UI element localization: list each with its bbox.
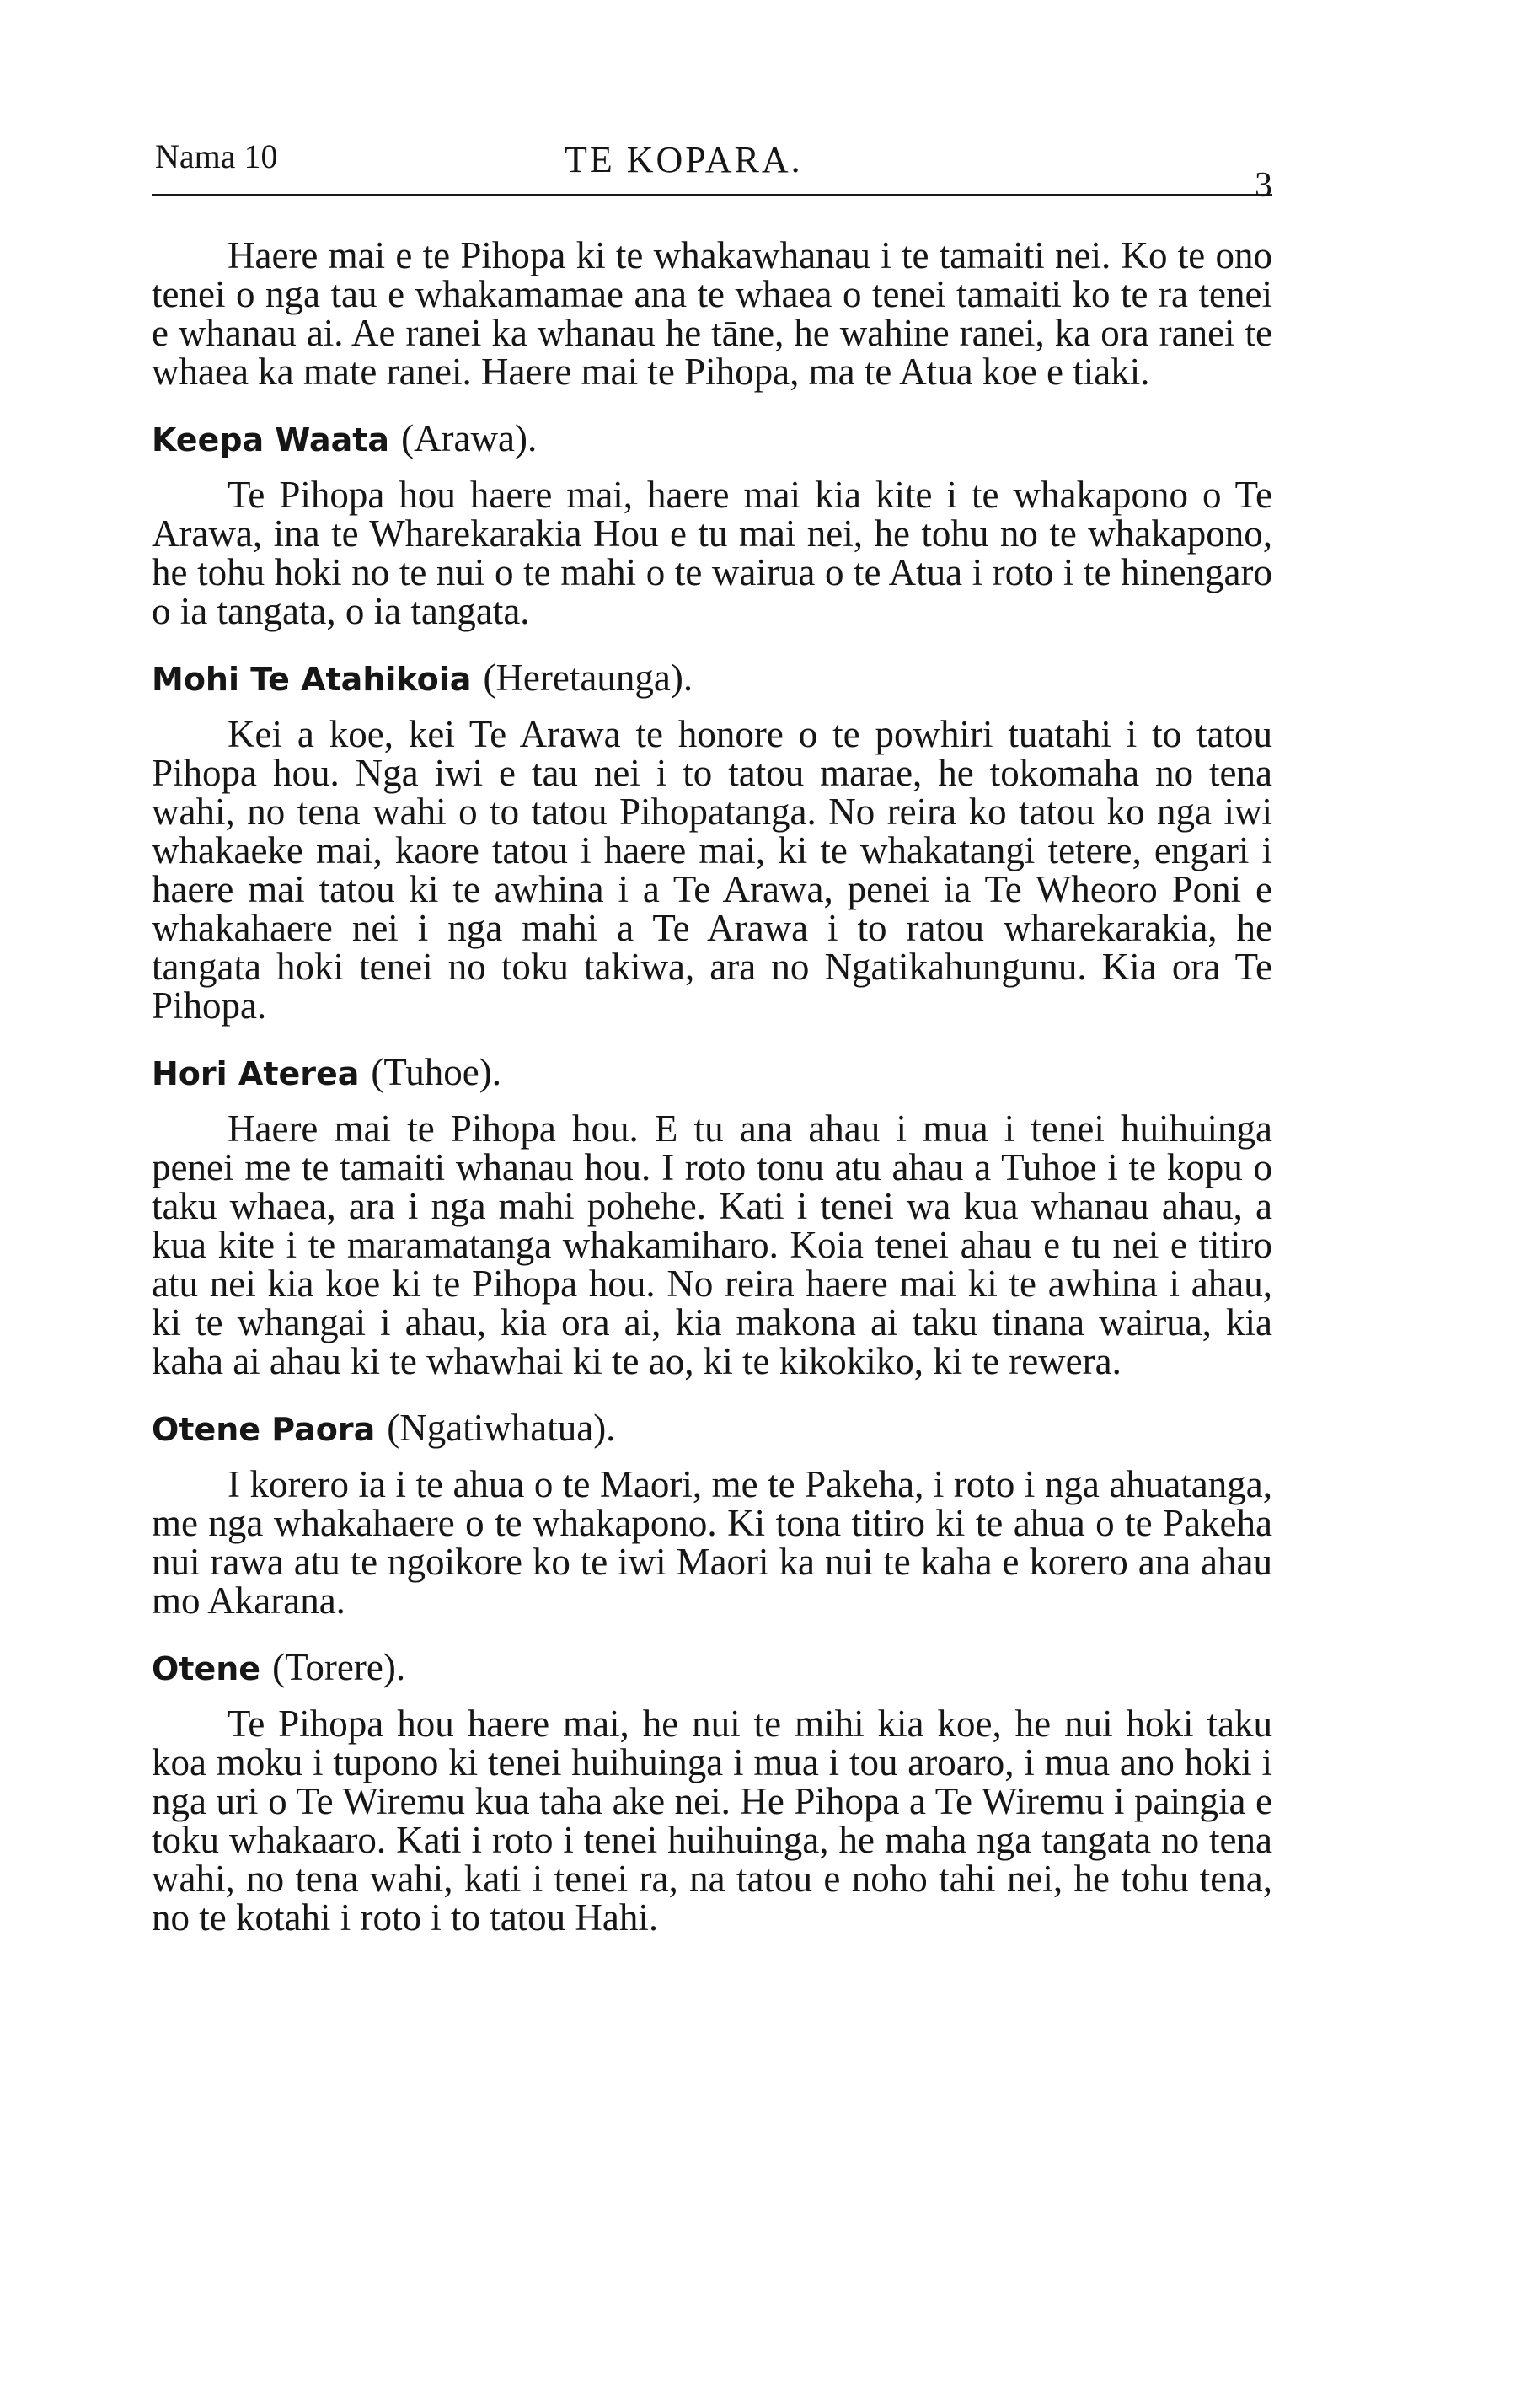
speaker-tribe: Ngatiwhatua bbox=[399, 1407, 594, 1449]
speech-section bbox=[152, 1645, 1272, 1937]
speaker-heading: Otene (Torere). bbox=[152, 1646, 406, 1688]
article-body bbox=[152, 236, 1272, 1937]
publication-title: TE KOPARA. bbox=[565, 139, 803, 180]
speech-section bbox=[152, 1406, 1272, 1620]
page-number: 3 bbox=[1255, 166, 1272, 205]
issue-number: Nama 10 bbox=[155, 137, 278, 175]
speaker-heading: Otene Paora (Ngatiwhatua). bbox=[152, 1407, 616, 1449]
speaker-heading: Keepa Waata (Arawa). bbox=[152, 417, 538, 459]
speech-section bbox=[152, 1050, 1272, 1381]
speaker-name: Otene Paora bbox=[152, 1411, 376, 1448]
speaker-heading: Mohi Te Atahikoia (Heretaunga). bbox=[152, 657, 693, 699]
running-head bbox=[152, 126, 1272, 205]
speech-paragraph: Te Pihopa hou haere mai, haere mai kia kite i te whakapono o Te Arawa, ina te Wharekarakia Hou e tu mai nei, he tohu no te whakapono, he tohu hoki no te nui o te mahi o te wairua o te Atua i roto i te hinengaro o ia tangata, o ia tangata. bbox=[152, 474, 1272, 632]
speaker-heading: Hori Aterea (Tuhoe). bbox=[152, 1051, 502, 1093]
speaker-tribe: Heretaunga bbox=[495, 657, 671, 699]
speech-paragraph: Te Pihopa hou haere mai, he nui te mihi kia koe, he nui hoki taku koa moku i tupono ki tenei huihuinga i mua i tou aroaro, i mua ano hoki i nga uri o Te Wiremu kua taha ake nei. He Pihopa a Te Wiremu i paingia e toku whakaaro. Kati i roto i tenei huihuinga, he maha nga tangata no tena wahi, no tena wahi, kati i tenei ra, na tatou e noho tahi nei, he tohu tena, no te kotahi i roto i to tatou Hahi. bbox=[152, 1703, 1272, 1939]
speech-paragraph: Haere mai te Pihopa hou. E tu ana ahau i mua i tenei huihuinga penei me te tamaiti whanau hou. I roto tonu atu ahau a Tuhoe i te kopu o taku whaea, ara i nga mahi pohehe. Kati i tenei wa kua whanau ahau, a kua kite i te maramatanga whakamiharo. Koia tenei ahau e tu nei e titiro atu nei kia koe ki te Pihopa hou. No reira haere mai ki te awhina i ahau, ki te whangai i ahau, kia ora ai, kia makona ai taku tinana wairua, kia kaha ai ahau ki te whawhai ki te ao, ki te kikokiko, ki te rewera. bbox=[152, 1107, 1272, 1382]
speaker-name: Mohi Te Atahikoia bbox=[152, 661, 472, 698]
speech-section bbox=[152, 416, 1272, 630]
speaker-name: Otene bbox=[152, 1650, 261, 1687]
speech-paragraph: I korero ia i te ahua o te Maori, me te Pakeha, i roto i nga ahuatanga, me nga whakahaere o te whakapono. Ki tona titiro ki te ahua o te Pakeha nui rawa atu te ngoikore ko te iwi Maori ka nui te kaha e korero ana ahau mo Akarana. bbox=[152, 1463, 1272, 1622]
speaker-tribe: Torere bbox=[285, 1646, 383, 1688]
speech-section bbox=[152, 656, 1272, 1025]
speaker-tribe: Arawa bbox=[414, 417, 515, 459]
speech-paragraph: Kei a koe, kei Te Arawa te honore o te powhiri tuatahi i to tatou Pihopa hou. Nga iwi e tau nei i to tatou marae, he tokomaha no tena wahi, no tena wahi o to tatou Pihopatanga. No reira ko tatou ko nga iwi whakaeke mai, kaore tatou i haere mai, ki te whakatangi tetere, engari i haere mai tatou ki te awhina i a Te Arawa, penei ia Te Wheoro Poni e whakahaere nei i nga mahi a Te Arawa i to ratou wharekarakia, he tangata hoki tenei no toku takiwa, ara no Ngatikahungunu. Kia ora Te Pihopa. bbox=[152, 713, 1272, 1027]
speaker-name: Hori Aterea bbox=[152, 1055, 360, 1092]
page bbox=[152, 126, 1272, 1937]
intro-paragraph: Haere mai e te Pihopa ki te whakawhanau i te tamaiti nei. Ko te ono tenei o nga tau e whakamamae ana te whaea o tenei tamaiti ko te ra tenei e whanau ai. Ae ranei ka whanau he tāne, he wahine ranei, ka ora ranei te whaea ka mate ranei. Haere mai te Pihopa, ma te Atua koe e tiaki. bbox=[152, 234, 1272, 393]
speaker-name: Keepa Waata bbox=[152, 421, 390, 459]
speaker-tribe: Tuhoe bbox=[383, 1051, 479, 1093]
